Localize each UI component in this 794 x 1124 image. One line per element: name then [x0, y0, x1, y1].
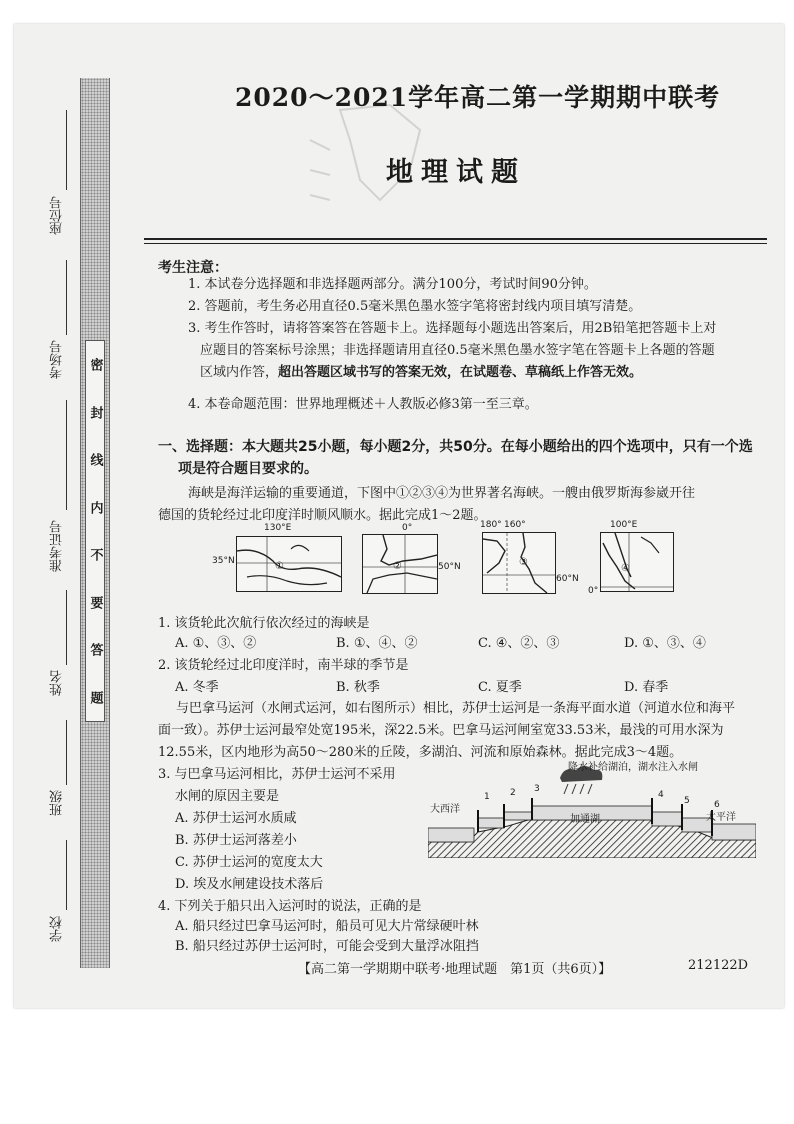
question-3-option-d[interactable]: D. 埃及水闸建设技术落后: [175, 877, 324, 892]
notice-text: 区域内作答，: [200, 365, 279, 380]
question-1-option-a[interactable]: A. ①、③、②: [175, 636, 257, 651]
question-3-stem: 3. 与巴拿马运河相比，苏伊士运河不采用: [158, 767, 396, 782]
question-4-option-a[interactable]: A. 船只经过巴拿马运河时，船员可见大片常绿硬叶林: [175, 919, 479, 934]
intro-paragraph: 面一致）。苏伊士运河最窄处宽195米，深22.5米。巴拿马运河闸室宽33.53米，最浅的可用水深为: [158, 723, 724, 738]
lock-number: 4: [658, 790, 664, 800]
question-3-stem-continued: 水闸的原因主要是: [175, 789, 280, 804]
intro-paragraph: 与巴拿马运河（水闸式运河，如右图所示）相比，苏伊士运河是一条海平面水道（河道水位和海平: [176, 701, 736, 716]
question-2-option-a[interactable]: A. 冬季: [175, 680, 219, 695]
page-title: 2020～2021学年高二第一学期期中联考: [235, 83, 721, 112]
notice-item: 1. 本试卷分选择题和非选择题两部分。满分100分，考试时间90分钟。: [188, 277, 597, 292]
question-2-option-c[interactable]: C. 夏季: [478, 680, 522, 695]
seal-char: 内: [87, 500, 103, 514]
map2-latitude-label: 50°N: [438, 562, 461, 572]
question-1-option-c[interactable]: C. ④、②、③: [478, 636, 560, 651]
school-field-line[interactable]: [66, 840, 67, 910]
lock-number: 3: [534, 784, 540, 794]
seat-field-label: 座位号: [50, 196, 65, 235]
question-2-stem: 2. 该货轮经过北印度洋时，南半球的季节是: [158, 658, 409, 673]
question-2-option-b[interactable]: B. 秋季: [336, 680, 380, 695]
map1-longitude-label: 130°E: [264, 523, 292, 533]
question-2-option-d[interactable]: D. 春季: [624, 680, 669, 695]
strait-map-2: [362, 534, 438, 594]
panama-canal-diagram: [428, 760, 756, 858]
title-rule-thin: [144, 243, 767, 244]
section-heading: 一、选择题：本大题共25小题，每小题2分，共50分。在每小题给出的四个选项中，只有一个选: [158, 439, 753, 455]
seal-box: [85, 340, 105, 722]
strait-map-1: [236, 536, 342, 592]
map3-longitude-label: 160°: [504, 520, 526, 530]
seal-char: 要: [87, 595, 103, 609]
seal-char: 密: [87, 358, 103, 372]
map3-latitude-label: 60°N: [556, 574, 579, 584]
notice-item: 3. 考生作答时，请将答案答在答题卡上。选择题每小题选出答案后，用2B铅笔把答题卡上对: [188, 321, 717, 336]
map1-latitude-label: 35°N: [212, 556, 235, 566]
class-field-line[interactable]: [66, 720, 67, 785]
intro-paragraph: 海峡是海洋运输的重要通道，下图中①②③④为世界著名海峡。一艘由俄罗斯海参崴开往: [188, 486, 696, 501]
school-field-label: 学校: [50, 916, 65, 942]
map3-longitude-label: 180°: [480, 520, 502, 530]
admission-field-line[interactable]: [66, 400, 67, 510]
intro-paragraph: 德国的货轮经过北印度洋时顺风顺水。据此完成1～2题。: [158, 508, 487, 523]
seal-char: 答: [87, 643, 103, 657]
pacific-label: 太平洋: [706, 812, 736, 823]
seal-char: 不: [87, 548, 103, 562]
page-subtitle: 地理试题: [386, 157, 526, 188]
question-4-option-b[interactable]: B. 船只经过苏伊士运河时，可能会受到大量浮冰阻挡: [175, 939, 479, 954]
strait-marker: ①: [275, 561, 284, 572]
map4-longitude-label: 100°E: [610, 520, 638, 530]
admission-field-label: 准考证号: [50, 520, 65, 572]
map2-longitude-label: 0°: [402, 523, 413, 533]
lock-number: 2: [510, 788, 516, 798]
question-4-stem: 4. 下列关于船只出入运河时的说法，正确的是: [158, 899, 422, 914]
strait-marker: ②: [393, 561, 402, 572]
question-3-option-c[interactable]: C. 苏伊士运河的宽度太大: [175, 855, 323, 870]
atlantic-label: 大西洋: [430, 804, 460, 815]
question-3-option-a[interactable]: A. 苏伊士运河水质咸: [175, 811, 297, 826]
strait-map-4: [600, 532, 674, 592]
lock-number: 1: [484, 792, 490, 802]
strait-marker: ③: [519, 557, 528, 568]
notice-item-continued: [200, 362, 642, 384]
seal-char: 线: [87, 453, 103, 467]
exam-room-field-line[interactable]: [66, 260, 67, 335]
notice-item: 4. 本卷命题范围：世界地理概述＋人教版必修3第一至三章。: [188, 397, 538, 412]
seal-char: 题: [87, 690, 103, 704]
strait-marker: ④: [621, 563, 630, 574]
lock-number: 5: [684, 796, 690, 806]
name-field-label: 姓名: [50, 670, 65, 696]
map4-latitude-label: 0°: [588, 586, 599, 596]
gatun-lake-label: 加通湖: [570, 814, 600, 825]
paper-code: 212122D: [688, 958, 749, 973]
notice-heading: 考生注意：: [158, 260, 228, 276]
question-1-stem: 1. 该货轮此次航行依次经过的海峡是: [158, 616, 370, 631]
notice-emphasis: 超出答题区域书写的答案无效，在试题卷、草稿纸上作答无效。: [278, 365, 643, 380]
seal-char: 封: [87, 405, 103, 419]
notice-item: 2. 答题前，考生务必用直径0.5毫米黑色墨水签字笔将密封线内项目填写清楚。: [188, 299, 642, 314]
section-heading-continued: 项是符合题目要求的。: [178, 461, 318, 477]
notice-item-continued: 应题目的答案标号涂黑；非选择题请用直径0.5毫米黑色墨水签字笔在答题卡上各题的答题: [200, 343, 715, 358]
title-rule-thick: [144, 238, 767, 240]
seat-field-line[interactable]: [66, 110, 67, 190]
exam-room-field-label: 考场号: [50, 340, 65, 379]
name-field-line[interactable]: [66, 590, 67, 665]
question-1-option-d[interactable]: D. ①、③、④: [624, 636, 706, 651]
strait-map-3: [482, 532, 556, 594]
canal-caption: 降水补给湖泊，湖水注入水闸: [568, 762, 698, 773]
lock-number: 6: [714, 800, 720, 810]
class-field-label: 班级: [50, 790, 65, 816]
intro-paragraph: 12.55米，区内地形为高50～280米的丘陵，多湖泊、河流和原始森林。据此完成3～4题。: [158, 745, 683, 760]
page-footer: 【高二第一学期期中联考·地理试题 第1页（共6页）】: [298, 962, 612, 977]
question-3-option-b[interactable]: B. 苏伊士运河落差小: [175, 833, 297, 848]
question-1-option-b[interactable]: B. ①、④、②: [336, 636, 418, 651]
